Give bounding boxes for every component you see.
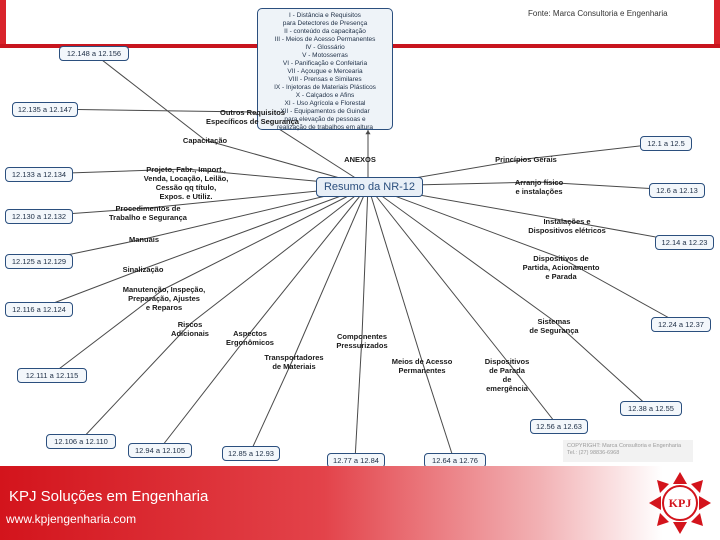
branch-label: Manuais — [128, 235, 159, 244]
branch-label: Dispositivos de Partida, Acionamento e Parada — [522, 254, 600, 281]
range-box: 12.106 a 12.110 — [46, 434, 116, 449]
branch-label: Manutenção, Inspeção, Preparação, Ajustes e Reparos — [122, 285, 206, 312]
branch-label: Projeto, Fabr., Import., Venda, Locação, Leilão, Cessão qq título, Expos. e Utiliz. — [143, 165, 229, 201]
connector-branch-range — [355, 336, 362, 460]
copyright-line-1: COPYRIGHT: Marca Consultoria e Engenharia — [567, 443, 682, 449]
range-box: 12.135 a 12.147 — [12, 102, 78, 117]
range-box: 12.85 a 12.93 — [222, 446, 280, 461]
range-box: 12.24 a 12.37 — [651, 317, 711, 332]
range-box: 12.14 a 12.23 — [655, 235, 714, 250]
branch-label: Componentes Pressurizados — [336, 332, 388, 350]
connector-branch-range — [159, 333, 250, 450]
annex-line: VII - Açougue e Mercearia — [287, 68, 363, 75]
range-box: 12.77 a 12.84 — [327, 453, 385, 468]
branch-label: Capacitação — [182, 136, 228, 145]
annex-line: VIII - Prensas e Similares — [288, 76, 362, 83]
range-box: 12.1 a 12.5 — [640, 136, 692, 151]
range-box: 12.111 a 12.115 — [17, 368, 87, 383]
annex-line: I - Distância e Requisitos — [289, 12, 361, 19]
connector-center-branch — [164, 186, 368, 289]
annex-line: V - Motosserras — [302, 52, 348, 59]
range-box: 12.6 a 12.13 — [649, 183, 705, 198]
branch-label: Dispositivos de Parada de emergência — [484, 357, 530, 393]
range-box: 12.125 a 12.129 — [5, 254, 73, 269]
branch-label: Transportadores de Materiais — [264, 353, 324, 371]
annex-line: III - Meios de Acesso Permanentes — [274, 36, 376, 43]
annex-line: IV - Glossário — [305, 44, 345, 51]
annex-line: XII - Equipamentos de Guindar — [280, 108, 370, 115]
copyright-line-2: Tel.: (27) 98836-6968 — [567, 450, 620, 456]
branch-label: Procedimentos de Trabalho e Segurança — [109, 204, 187, 222]
connector-center-branch — [362, 186, 368, 336]
annex-line: IX - Injetoras de Materiais Plásticos — [274, 84, 376, 91]
connector-branch-range — [93, 53, 205, 140]
range-box: 12.64 a 12.76 — [424, 453, 486, 468]
footer-url[interactable]: www.kpjengenharia.com — [6, 512, 137, 526]
annex-line: para Detectores de Presença — [282, 20, 368, 27]
branch-label: Riscos Adicionais — [171, 320, 209, 338]
annexes-label: ANEXOS — [344, 155, 376, 164]
connector-branch-range — [250, 357, 294, 453]
connector-branch-range — [80, 324, 190, 441]
branch-label: Meios de Acesso Permanentes — [391, 357, 453, 375]
annex-line: realização de trabalhos em altura — [276, 124, 374, 131]
annex-line: X - Calçados e Afins — [295, 92, 355, 99]
copyright-box — [563, 440, 693, 462]
annex-line: II - conteúdo da capacitação — [284, 28, 366, 35]
center-node: Resumo da NR-12 — [316, 177, 423, 197]
branch-label: Arranjo físico e instalações — [514, 178, 564, 196]
source-label: Fonte: Marca Consultoria e Engenharia — [528, 9, 668, 18]
kpj-logo — [645, 470, 715, 536]
footer-title: KPJ Soluções em Engenharia — [9, 488, 209, 505]
connector-branch-range — [422, 361, 454, 460]
branch-label: Princípios Gerais — [495, 155, 557, 164]
range-box: 12.133 a 12.134 — [5, 167, 73, 182]
branch-label: Sinalização — [122, 265, 164, 274]
logo-text: KPJ — [668, 496, 692, 510]
range-box: 12.116 a 12.124 — [5, 302, 73, 317]
branch-label: Outros Requisitos Específicos de Segurança — [206, 108, 299, 126]
annex-line: XI - Uso Agrícola e Florestal — [284, 100, 366, 107]
range-box: 12.94 a 12.105 — [128, 443, 192, 458]
branch-label: Aspectos Ergonômicos — [226, 329, 274, 347]
range-box: 12.56 a 12.63 — [530, 419, 588, 434]
annex-line: VI - Panificação e Confeitaria — [282, 60, 368, 67]
branch-label: Sistemas de Segurança — [529, 317, 579, 335]
branch-label: Instalações e Dispositivos elétricos — [528, 217, 606, 235]
range-box: 12.38 a 12.55 — [620, 401, 682, 416]
range-box: 12.148 a 12.156 — [59, 46, 129, 61]
annex-line: para elevação de pessoas e — [284, 116, 366, 123]
range-box: 12.130 a 12.132 — [5, 209, 73, 224]
